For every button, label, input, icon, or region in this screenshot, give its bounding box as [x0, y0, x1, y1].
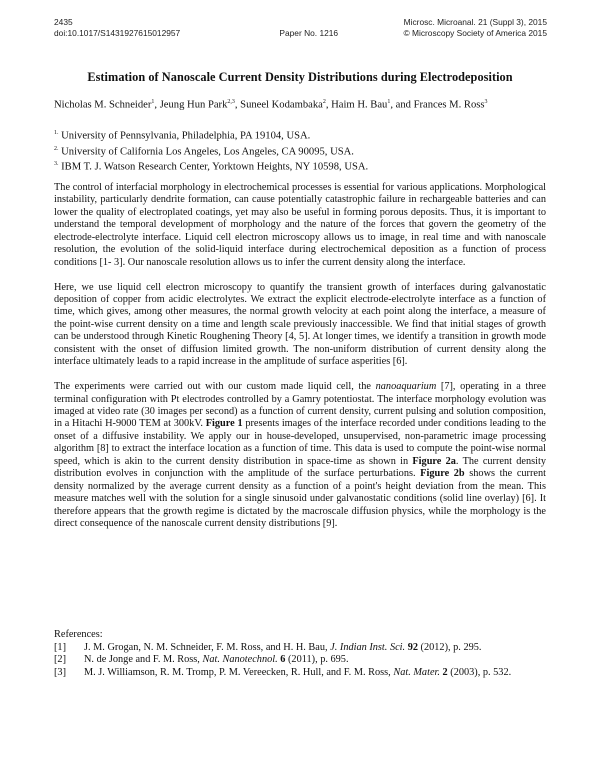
references-heading: References: [54, 629, 103, 640]
paragraph-intro: The control of interfacial morphology in electrochemical processes is essential for various applications. Morphological instability, particularly dendrite formation, can cause potentially catastrophic failure in rechargeable batteries and can lower the quality of electroplated coatings, yet may also be useful in forming porous deposits. Thus, it is important to understand the temporal development of morphology and the nature of the forces that govern the geometry of the electrode-electrolyte interface. Liquid cell electron microscopy allows us to image, in real time and with nanoscale resolution, the evolution of the solid-liquid interface during electrochemical deposition as a function of process conditions [1- 3]. Our nanoscale resolution allows us to infer the current density along the interface. [54, 182, 546, 268]
reference-text [84, 642, 546, 655]
author-affiliation-mark: 2,3 [227, 99, 235, 105]
reference-item [54, 654, 546, 667]
author: Suneel Kodambaka [240, 99, 323, 111]
author: Jeung Hun Park [159, 99, 228, 111]
author: Frances M. Ross [413, 99, 485, 111]
author-affiliation-mark: 2 [322, 99, 326, 105]
affiliation [54, 127, 368, 143]
text-run: shows the current density normalized by the average current density as a function of a point's height deviation from the mean. This measure matches well with the solution for a single sinusoid under galvanostatic conditions (solid line overlay) [6]. It therefore appears that the growth regime is dictated by the macroscale diffusion physics, while the morphology is the direct consequence of the nanoscale current density distributions [9]. [54, 468, 546, 530]
affiliation-list [54, 127, 368, 174]
paragraph-method: Here, we use liquid cell electron microscopy to quantify the transient growth of interfaces during galvanostatic deposition of copper from acidic electrolytes. We extract the explicit electrode-electrolyte interface as a function of time, which gives, among other measures, the normal growth velocity at each point along the interface, a measure of the point-wise current density on a time and length scale previously inaccessible. We find that initial stages of growth can be understood through Kinetic Roughening Theory [4, 5]. At longer times, we identify a transition in growth mode consistent with the onset of diffusion limited growth. The non-uniform distribution of current density along the interface ultimately leads to a rapid increase in the amplitude of surface asperities [6]. [54, 281, 546, 368]
figure-ref-2b: Figure 2b [420, 468, 465, 480]
author-separator: , [325, 99, 332, 111]
author-separator: , and [390, 99, 414, 111]
author: Haim H. Bau [331, 99, 388, 111]
reference-item [54, 667, 546, 680]
author-affiliation-mark: 1 [387, 99, 391, 105]
affiliation-text: IBM T. J. Watson Research Center, Yorktown Heights, NY 10598, USA. [61, 161, 369, 173]
text-run: presents images of the interface recorded under conditions leading to the onset of a diffusive instability. We apply our in house-developed, unsupervised, non-parametric image processing algorithm [8] to extract the interface location as a function of time. This data is used to compute the point-wise normal speed, which is akin to the current density distribution in space-time as shown in [54, 418, 547, 467]
author-separator: , [234, 99, 241, 111]
reference-year-page: (2011), p. 695. [285, 654, 349, 665]
nanoaquarium-term: nanoaquarium [375, 381, 437, 393]
affiliation-text: University of California Los Angeles, Los Angeles, CA 90095, USA. [61, 146, 354, 158]
reference-authors: N. de Jonge and F. M. Ross, [84, 654, 203, 665]
affiliation-text: University of Pennsylvania, Philadelphia, PA 19104, USA. [61, 130, 311, 142]
reference-item [54, 642, 546, 655]
text-run: The experiments were carried out with our custom made liquid cell, the [54, 381, 376, 393]
text-run: . The current density distribution evolves in conjunction with the amplitude of the surface perturbations. [54, 455, 546, 480]
copyright: © Microscopy Society of America 2015 [403, 27, 547, 38]
reference-volume: 6 [280, 654, 286, 665]
reference-text [84, 654, 546, 667]
reference-number: [3] [54, 666, 67, 678]
affiliation-mark: 1. [54, 130, 59, 136]
reference-journal: Nat. Mater. [393, 666, 440, 678]
running-header [54, 17, 547, 38]
journal-citation: Microsc. Microanal. 21 (Suppl 3), 2015 [403, 17, 547, 27]
affiliation [54, 143, 368, 159]
references-section [54, 629, 546, 679]
figure-ref-1: Figure 1 [205, 418, 243, 430]
reference-year-page: (2003), p. 532. [447, 666, 512, 678]
reference-number: [1] [54, 641, 67, 653]
author-affiliation-mark: 3 [484, 99, 488, 105]
paragraph-experiments [54, 381, 546, 530]
author-list [54, 99, 560, 111]
reference-authors: M. J. Williamson, R. M. Tromp, P. M. Vereecken, R. Hull, and F. M. Ross, [84, 666, 394, 678]
affiliation-mark: 3. [54, 161, 59, 168]
reference-volume: 2 [442, 666, 448, 678]
paper-title: Estimation of Nanoscale Current Density Distributions during Electrodeposition [87, 70, 513, 84]
reference-volume: 92 [407, 641, 418, 653]
figure-ref-2a: Figure 2a [412, 455, 456, 467]
paper-number: Paper No. 1216 [279, 27, 339, 38]
text-run: [7], operating in a three terminal configuration with Pt electrodes controlled by a Gamry potentiostat. The interface morphology evolution was imaged at video rate (30 images per second) as a function of current density, current pulsing and solution composition, in a Hitachi H-9000 TEM at 300kV. [54, 381, 546, 430]
author-affiliation-mark: 1 [151, 99, 155, 105]
author: Nicholas M. Schneider [54, 99, 152, 111]
author-separator: , [154, 99, 160, 111]
reference-text [84, 667, 546, 680]
reference-journal: Nat. Nanotechnol. [202, 654, 278, 665]
reference-authors: J. M. Grogan, N. M. Schneider, F. M. Ross, and H. H. Bau, [84, 641, 331, 653]
reference-journal: J. Indian Inst. Sci. [330, 641, 406, 653]
reference-number: [2] [54, 654, 67, 665]
doi: doi:10.1017/S1431927615012957 [54, 27, 181, 38]
page-number: 2435 [54, 17, 73, 27]
affiliation-mark: 2. [54, 145, 59, 152]
body-text [54, 182, 546, 543]
affiliation [54, 158, 368, 174]
reference-year-page: (2012), p. 295. [417, 641, 482, 653]
